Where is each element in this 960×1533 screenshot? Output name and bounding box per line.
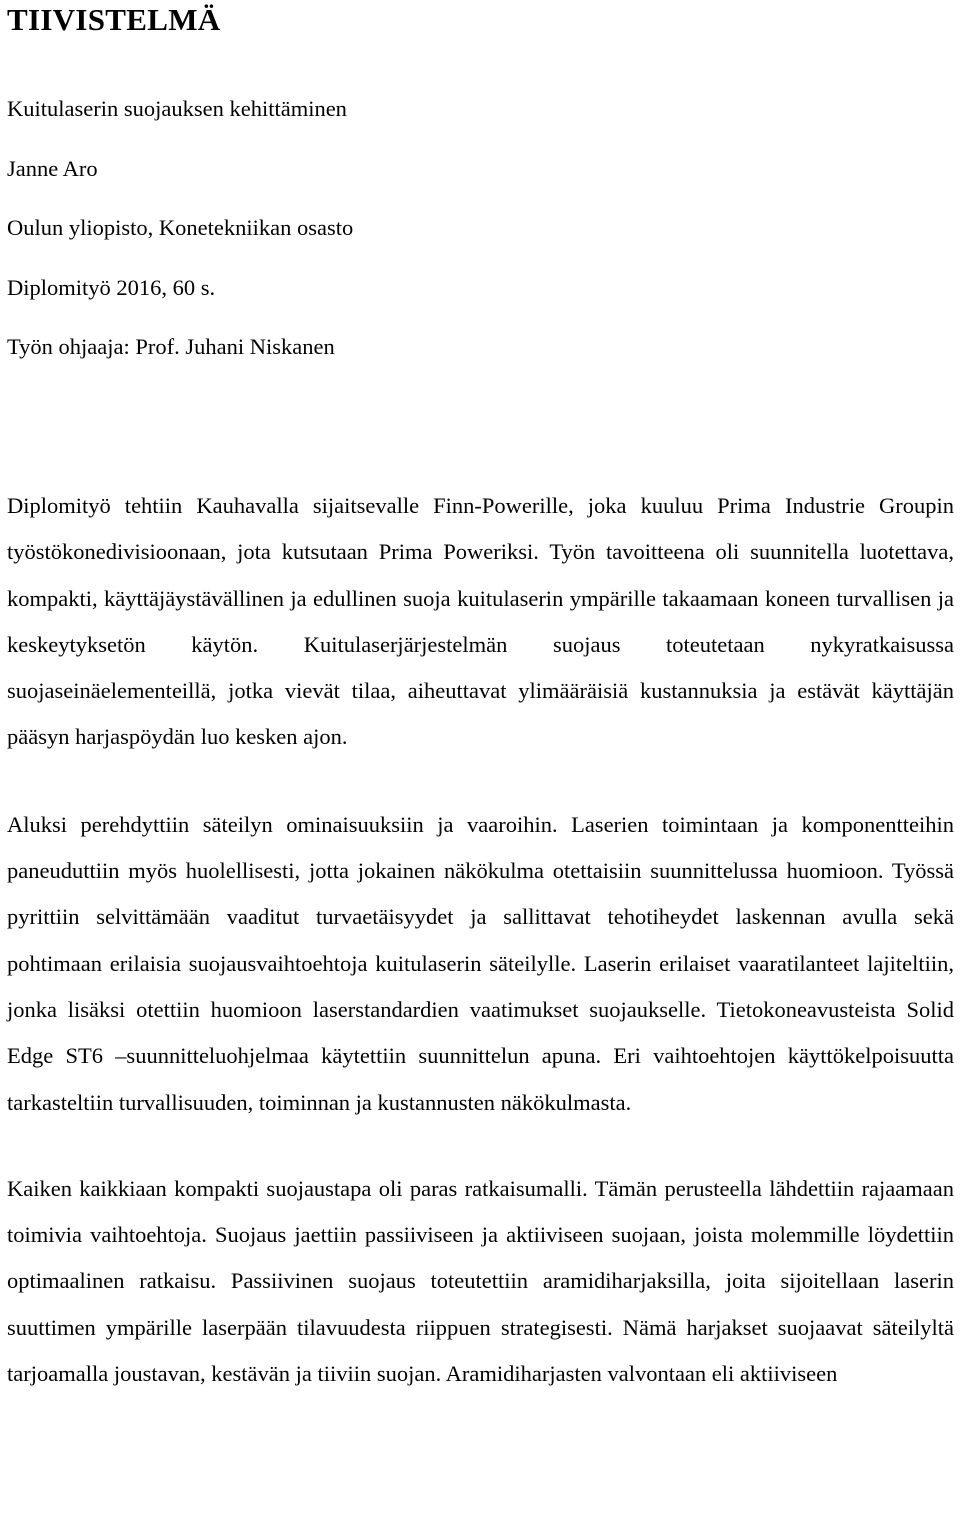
supervisor: Työn ohjaaja: Prof. Juhani Niskanen xyxy=(7,334,335,359)
thesis-title: Kuitulaserin suojauksen kehittäminen xyxy=(7,96,347,121)
page-title: TIIVISTELMÄ xyxy=(7,2,221,37)
abstract-paragraph-3: Kaiken kaikkiaan kompakti suojaustapa oli paras ratkaisumalli. Tämän perusteella lähdettiin rajaamaan toimivia vaihtoehtoja. Suojaus jaettiin passiiviseen ja aktiiviseen suojaan, joista molemmille löydettiin optimaalinen ratkaisu. Passiivinen suojaus toteutettiin aramidiharjaksilla, joita sijoitellaan laserin suuttimen ympärille laserpään tilavuudesta riippuen strategisesti. Nämä harjakset suojaavat säteilyltä tarjoamalla joustavan, kestävän ja tiiviin suojan. Aramidiharjasten valvontaan eli aktiiviseen xyxy=(7,1175,954,1387)
institution: Oulun yliopisto, Konetekniikan osasto xyxy=(7,215,354,240)
abstract-paragraph-2: Aluksi perehdyttiin säteilyn ominaisuuksiin ja vaaroihin. Laserien toimintaan ja komponentteihin paneuduttiin myös huolellisesti, jotta jokainen näkökulma otettaisiin suunnittelussa huomioon. Työssä pyrittiin selvittämään vaaditut turvaetäisyydet ja sallittavat tehotiheydet laskennan avulla sekä pohtimaan erilaisia suojausvaihtoehtoja kuitulaserin säteilylle. Laserin erilaiset vaaratilanteet lajiteltiin, jonka lisäksi otettiin huomioon laserstandardien vaatimukset suojaukselle. Tietokoneavusteista Solid Edge ST6 –suunnitteluohjelmaa käytettiin suunnittelun apuna. Eri vaihtoehtojen käyttökelpoisuutta tarkasteltiin turvallisuuden, toiminnan ja kustannusten näkökulmasta. xyxy=(7,811,954,1115)
abstract-body xyxy=(7,483,954,1438)
author-name: Janne Aro xyxy=(7,155,98,181)
abstract-paragraph-1: Diplomityö tehtiin Kauhavalla sijaitsevalle Finn-Powerille, joka kuuluu Prima Industrie Groupin työstökonedivisioonaan, jota kutsutaan Prima Poweriksi. Työn tavoitteena oli suunnitella luotettava, kompakti, käyttäjäystävällinen ja edullinen suoja kuitulaserin ympärille takaamaan koneen turvallisen ja keskeytyksetön käytön. Kuitulaserjärjestelmän suojaus toteutetaan nykyratkaisussa suojaseinäelementeillä, jotka vievät tilaa, aiheuttavat ylimääräisiä kustannuksia ja estävät käyttäjän pääsyn harjaspöydän luo kesken ajon. xyxy=(7,493,954,750)
thesis-metadata xyxy=(7,39,954,377)
thesis-info: Diplomityö 2016, 60 s. xyxy=(7,274,216,300)
